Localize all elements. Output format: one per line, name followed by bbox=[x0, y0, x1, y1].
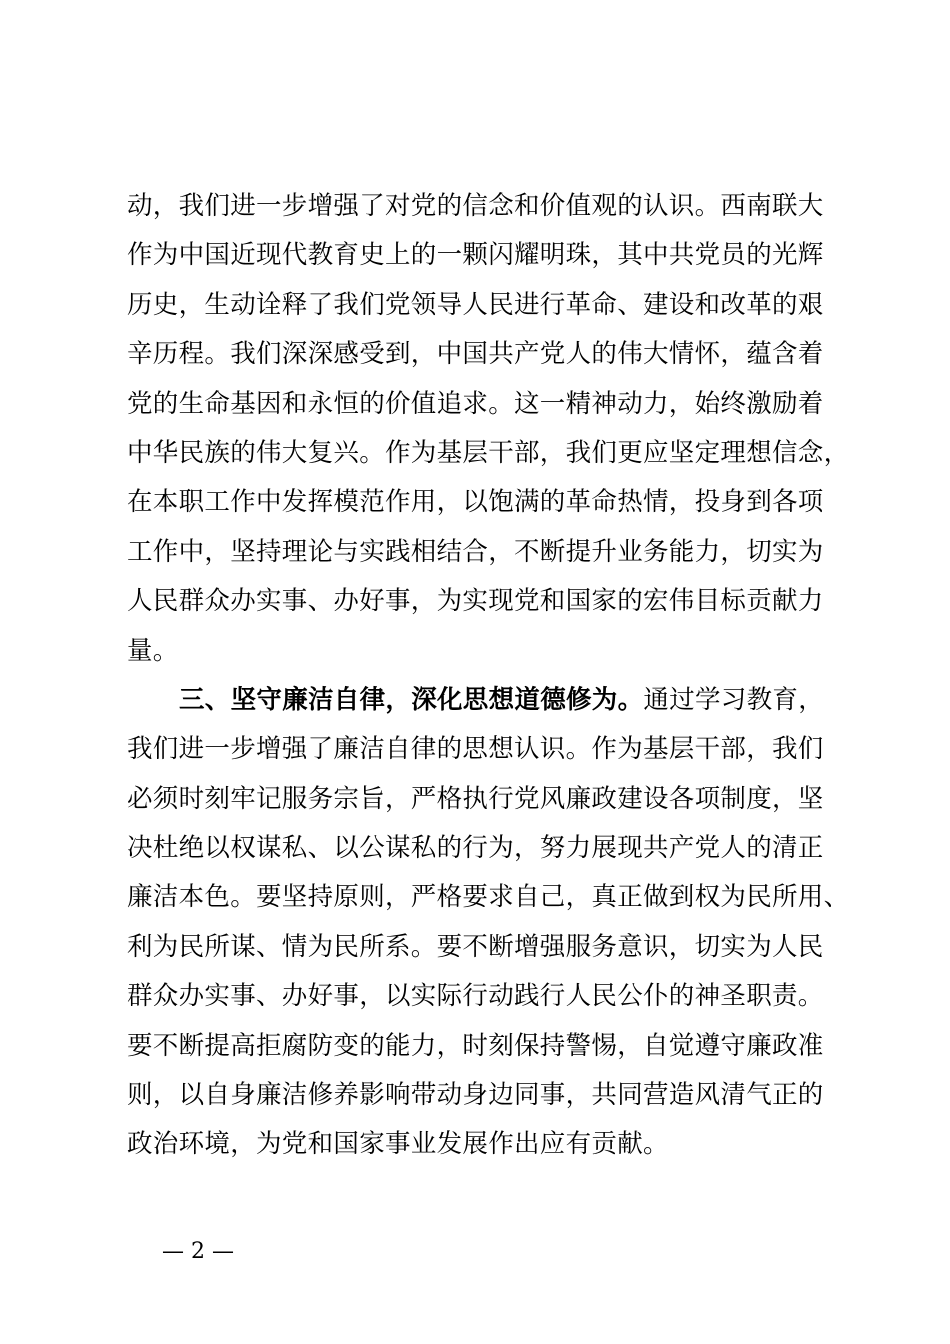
paragraph-1-line: 辛历程。我们深深感受到，中国共产党人的伟大情怀，蕴含着 bbox=[127, 339, 824, 370]
paragraph-1-line: 历史，生动诠释了我们党领导人民进行革命、建设和改革的艰 bbox=[127, 289, 824, 320]
paragraph-2-line: 群众办实事、办好事，以实际行动践行人民公仆的神圣职责。 bbox=[127, 981, 824, 1012]
paragraph-1-line: 在本职工作中发挥模范作用，以饱满的革命热情，投身到各项 bbox=[127, 487, 824, 518]
paragraph-2-line: 廉洁本色。要坚持原则，严格要求自己，真正做到权为民所用、 bbox=[127, 882, 850, 913]
paragraph-1-line: 作为中国近现代教育史上的一颗闪耀明珠，其中共党员的光辉 bbox=[127, 240, 824, 271]
paragraph-1-line: 中华民族的伟大复兴。作为基层干部，我们更应坚定理想信念， bbox=[127, 437, 850, 468]
section-heading: 三、坚守廉洁自律，深化思想道德修为。 bbox=[179, 684, 644, 715]
paragraph-2-line: 要不断提高拒腐防变的能力，时刻保持警惕，自觉遵守廉政准 bbox=[127, 1030, 824, 1061]
paragraph-2-line: 政治环境，为党和国家事业发展作出应有贡献。 bbox=[127, 1129, 669, 1160]
paragraph-2-first-line-text: 通过学习教育， bbox=[643, 684, 825, 715]
paragraph-1-line: 人民群众办实事、办好事，为实现党和国家的宏伟目标贡献力 bbox=[127, 586, 824, 617]
paragraph-1-line: 工作中，坚持理论与实践相结合，不断提升业务能力，切实为 bbox=[127, 536, 824, 567]
paragraph-2-line: 利为民所谋、情为民所系。要不断增强服务意识，切实为人民 bbox=[127, 931, 824, 962]
body-text bbox=[127, 182, 850, 1170]
paragraph-1-line: 量。 bbox=[127, 635, 179, 666]
paragraph-2-line: 我们进一步增强了廉洁自律的思想认识。作为基层干部，我们 bbox=[127, 734, 824, 765]
paragraph-2-line: 决杜绝以权谋私、以公谋私的行为，努力展现共产党人的清正 bbox=[127, 833, 824, 864]
paragraph-1-line: 动，我们进一步增强了对党的信念和价值观的认识。西南联大 bbox=[127, 191, 824, 221]
paragraph-2-line: 则，以自身廉洁修养影响带动身边同事，共同营造风清气正的 bbox=[127, 1080, 824, 1111]
page-number: — 2 — bbox=[162, 1239, 234, 1264]
paragraph-2-line: 必须时刻牢记服务宗旨，严格执行党风廉政建设各项制度，坚 bbox=[127, 783, 824, 814]
paragraph-2-first-line bbox=[127, 676, 833, 725]
paragraph-1-line: 党的生命基因和永恒的价值追求。这一精神动力，始终激励着 bbox=[127, 388, 824, 419]
